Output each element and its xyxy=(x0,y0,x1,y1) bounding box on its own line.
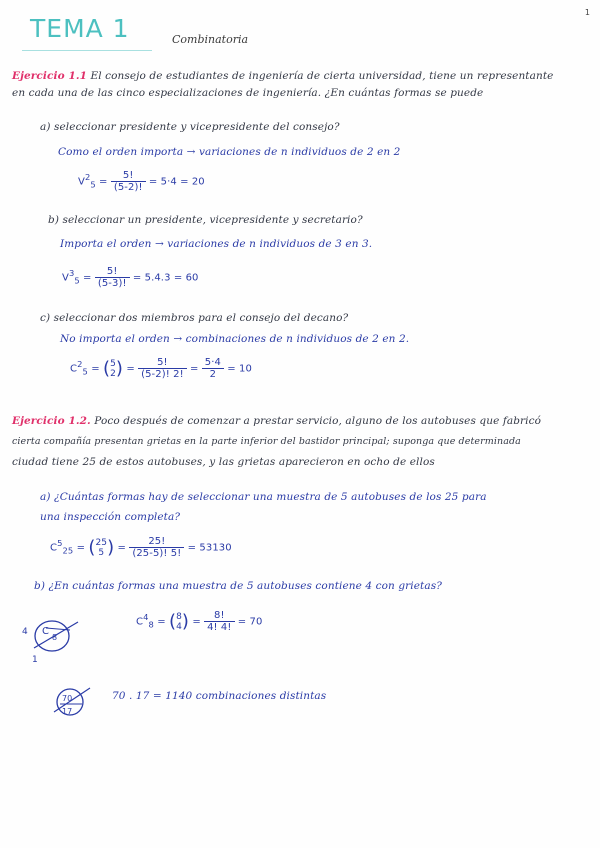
ex2-a-denominator: (25-5)! 5! xyxy=(132,548,182,559)
ex2-a-binom-bottom: 5 xyxy=(98,547,105,558)
ex2-a-sup: 5 xyxy=(57,538,63,549)
ex1-b-formula: $V^3_5$ = $\frac{5!}{(5-3)!}$ = 5.4.3 = 60 xyxy=(62,266,199,289)
ex1-b-result: = 5.4.3 = 60 xyxy=(132,272,199,284)
ex1-line2: en cada una de las cinco especializaciones de ingeniería. ¿En cuántas formas se puede xyxy=(12,87,484,99)
ex1-b-sup: 3 xyxy=(68,268,75,279)
ex2-a-numerator: 25! xyxy=(129,536,184,548)
ex2-b-sup: 4 xyxy=(143,612,149,623)
ex1-c-denominator2: 2 xyxy=(209,369,217,380)
ex2-label: Ejercicio 1.2. xyxy=(12,415,91,427)
ex1-a-sup: 2 xyxy=(84,172,91,183)
ex1-c-numerator: 5! xyxy=(138,357,187,369)
ex1-line1 xyxy=(12,70,553,82)
ex1-c-binom-bottom: 2 xyxy=(110,368,116,379)
ex1-a-note: Como el orden importa → variaciones de n individuos de 2 en 2 xyxy=(58,146,401,158)
ex2-a-sub: 25 xyxy=(62,545,74,556)
circled-product-doodle xyxy=(42,682,102,722)
ex1-a-denominator: (5-2)! xyxy=(113,182,143,193)
ex1-c-binom-top: 5 xyxy=(110,358,116,369)
ex1-a-symbol: V xyxy=(78,176,85,188)
page-title: TEMA 1 xyxy=(30,14,130,43)
ex1-c-result: = 10 xyxy=(227,363,252,375)
page-number: 1 xyxy=(584,8,590,17)
doodle1-bottom: 1 xyxy=(32,655,38,665)
ex1-b-numerator: 5! xyxy=(95,266,130,278)
ex1-c-symbol: C xyxy=(70,363,78,375)
ex2-b-sub: 8 xyxy=(148,619,154,630)
ex2-line1 xyxy=(12,415,541,427)
ex1-a-result: = 5·4 = 20 xyxy=(148,176,205,188)
doodle1-top: C xyxy=(42,626,49,637)
ex1-b-symbol: V xyxy=(62,272,69,284)
ex2-a-binom-top: 25 xyxy=(95,537,108,548)
ex1-c-question: c) seleccionar dos miembros para el consejo del decano? xyxy=(40,312,349,324)
ex2-text1: Poco después de comenzar a prestar servicio, alguno de los autobuses que fabricó xyxy=(90,415,541,427)
ex2-a-question-line2: una inspección completa? xyxy=(40,511,181,523)
ex2-b-binom-bottom: 4 xyxy=(176,621,182,632)
ex2-a-question-line1: a) ¿Cuántas formas hay de seleccionar una muestra de 5 autobuses de los 25 para xyxy=(40,491,487,503)
ex1-b-sub: 5 xyxy=(74,275,80,286)
ex1-b-denominator: (5-3)! xyxy=(97,278,127,289)
ex2-b-question: b) ¿En cuántas formas una muestra de 5 autobuses contiene 4 con grietas? xyxy=(34,580,442,592)
ex1-b-note: Importa el orden → variaciones de n individuos de 3 en 3. xyxy=(60,238,373,250)
ex2-a-symbol: C xyxy=(50,542,58,554)
title-underline xyxy=(22,50,152,51)
ex2-b-symbol: C xyxy=(136,616,144,628)
circled-combination-doodle xyxy=(20,610,90,666)
doodle2-bottom: 17 xyxy=(62,707,73,716)
ex2-a-result: = 53130 xyxy=(187,542,232,554)
page-subtitle: Combinatoria xyxy=(172,33,249,46)
ex2-b-result: = 70 xyxy=(237,616,263,628)
doodle1-left: 4 xyxy=(22,627,28,637)
ex1-a-formula: $V^2_5$ = $\frac{5!}{(5-2)!}$ = 5·4 = 20 xyxy=(78,170,205,193)
ex1-b-question: b) seleccionar un presidente, vicepresidente y secretario? xyxy=(48,214,363,226)
ex2-b-denominator: 4! 4! xyxy=(207,622,232,633)
doodle2-top: 70 xyxy=(62,694,73,703)
ex1-c-numerator2: 5·4 xyxy=(202,357,224,369)
ex2-b-final-answer: 70 . 17 = 1140 combinaciones distintas xyxy=(112,690,327,702)
ex2-line3: ciudad tiene 25 de estos autobuses, y las grietas aparecieron en ocho de ellos xyxy=(12,456,435,468)
ex1-c-formula: $C^2_5$ = ( 5 2 ) = $\frac{5!}{(5-2)! 2!}$ = $\frac{5\cdot 4}{2}$ = 10 xyxy=(70,357,252,380)
ex2-b-numerator: 8! xyxy=(204,610,234,622)
ex1-a-sub: 5 xyxy=(90,179,96,190)
ex2-line2: cierta compañía presentan grietas en la parte inferior del bastidor principal; suponga que determinada xyxy=(12,436,521,447)
ex1-c-sub: 5 xyxy=(82,366,88,377)
ex1-c-denominator: (5-2)! 2! xyxy=(141,369,184,380)
ex1-c-note: No importa el orden → combinaciones de n individuos de 2 en 2. xyxy=(60,333,410,345)
ex2-b-formula: $C^4_8$ = ( 8 4 ) = $\frac{8!}{4! 4!}$ = 70 xyxy=(136,610,263,633)
ex1-text1: El consejo de estudiantes de ingeniería de cierta universidad, tiene un representante xyxy=(87,70,554,82)
ex2-b-binom-top: 8 xyxy=(176,611,182,622)
ex2-a-formula: $C^5_{25}$ = ( 25 5 ) = $\frac{25!}{(25-5)! 5!}$ = 53130 xyxy=(50,536,232,559)
doodle1-inner: 8 xyxy=(52,633,58,642)
ex1-a-question: a) seleccionar presidente y vicepresidente del consejo? xyxy=(40,121,340,133)
ex1-label: Ejercicio 1.1 xyxy=(12,70,88,82)
ex1-c-sup: 2 xyxy=(77,359,83,370)
ex1-a-numerator: 5! xyxy=(111,170,146,182)
